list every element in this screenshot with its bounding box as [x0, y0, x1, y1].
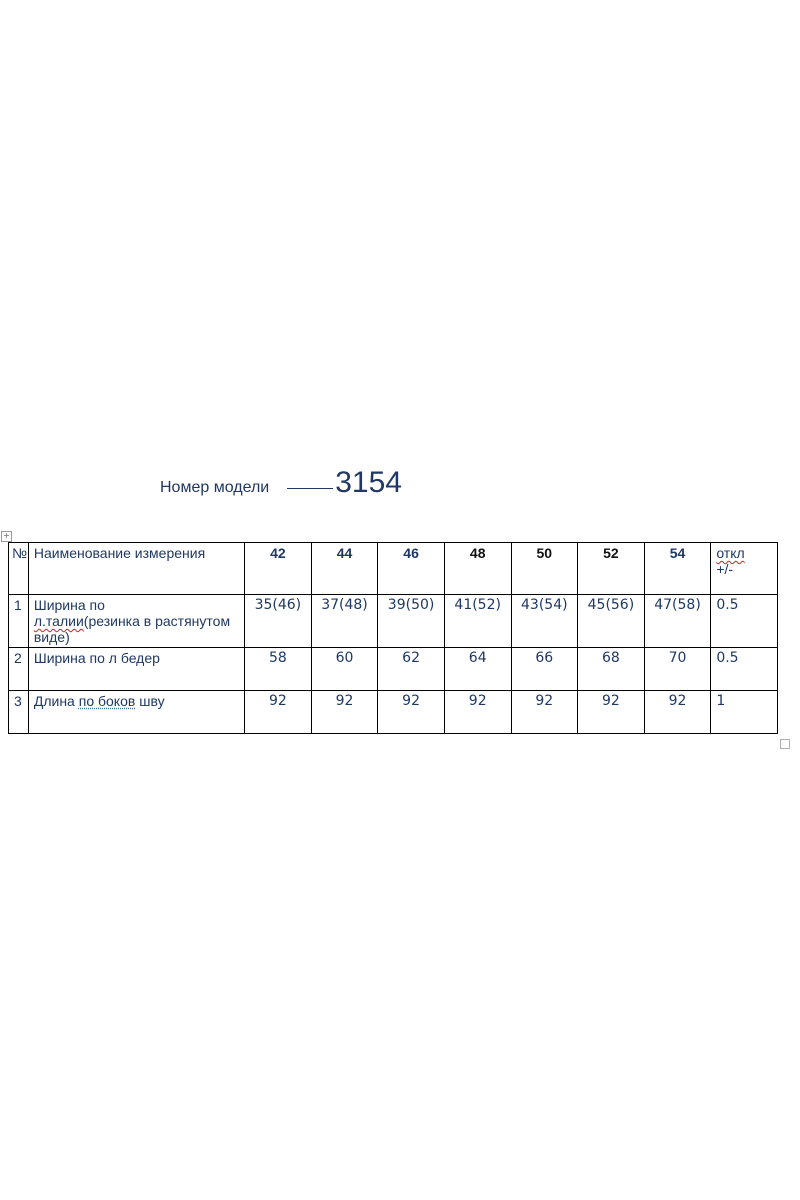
table-header-row [9, 543, 778, 595]
row-name-part: (резинка в растянутом виде) [33, 613, 231, 645]
row-value: 92 [578, 691, 645, 734]
row-value: 41(52) [444, 595, 511, 648]
row-value: 45(56) [578, 595, 645, 648]
row-value: 35(46) [245, 595, 312, 648]
header-deviation-cell [711, 543, 778, 595]
size-chart-table [8, 542, 778, 734]
row-value: 47(58) [644, 595, 711, 648]
row-value: 70 [644, 648, 711, 691]
size-header-42: 42 [245, 543, 312, 595]
row-name-part: л.талии [33, 613, 84, 629]
row-name [28, 595, 244, 648]
size-header-50: 50 [511, 543, 578, 595]
row-deviation: 1 [711, 691, 778, 734]
row-number: 1 [9, 595, 29, 648]
size-header-48: 48 [444, 543, 511, 595]
model-number-line [160, 466, 402, 506]
row-number: 3 [9, 691, 29, 734]
row-value: 62 [378, 648, 445, 691]
table-row [9, 595, 778, 648]
deviation-word: откл [716, 545, 745, 561]
row-value: 60 [311, 648, 378, 691]
model-label: Номер модели [160, 479, 270, 496]
row-value: 92 [511, 691, 578, 734]
row-name-part: шву [135, 693, 165, 709]
row-value: 92 [378, 691, 445, 734]
row-value: 58 [245, 648, 312, 691]
row-value: 92 [644, 691, 711, 734]
row-name-part: по боков [78, 693, 136, 709]
size-header-46: 46 [378, 543, 445, 595]
row-name-part: Длина [33, 693, 79, 709]
table-row [9, 691, 778, 734]
row-number: 2 [9, 648, 29, 691]
row-value: 92 [311, 691, 378, 734]
size-header-52: 52 [578, 543, 645, 595]
row-value: 39(50) [378, 595, 445, 648]
row-value: 43(54) [511, 595, 578, 648]
row-value: 92 [444, 691, 511, 734]
row-value: 37(48) [311, 595, 378, 648]
row-value: 66 [511, 648, 578, 691]
model-number-underline [287, 487, 333, 489]
row-name [28, 691, 244, 734]
row-name: Ширина по л бедер [28, 648, 244, 691]
size-header-54: 54 [644, 543, 711, 595]
header-number-cell: № [9, 543, 29, 595]
header-name-cell: Наименование измерения [28, 543, 244, 595]
row-value: 68 [578, 648, 645, 691]
row-value: 64 [444, 648, 511, 691]
table-resize-handle-icon[interactable] [780, 739, 790, 749]
row-value: 92 [245, 691, 312, 734]
table-row [9, 648, 778, 691]
row-deviation: 0.5 [711, 595, 778, 648]
size-header-44: 44 [311, 543, 378, 595]
deviation-sign: +/- [716, 561, 734, 577]
model-number: 3154 [335, 466, 402, 499]
row-deviation: 0.5 [711, 648, 778, 691]
row-name-part: Ширина по [33, 597, 105, 613]
table-move-handle-icon[interactable]: + [1, 531, 12, 542]
